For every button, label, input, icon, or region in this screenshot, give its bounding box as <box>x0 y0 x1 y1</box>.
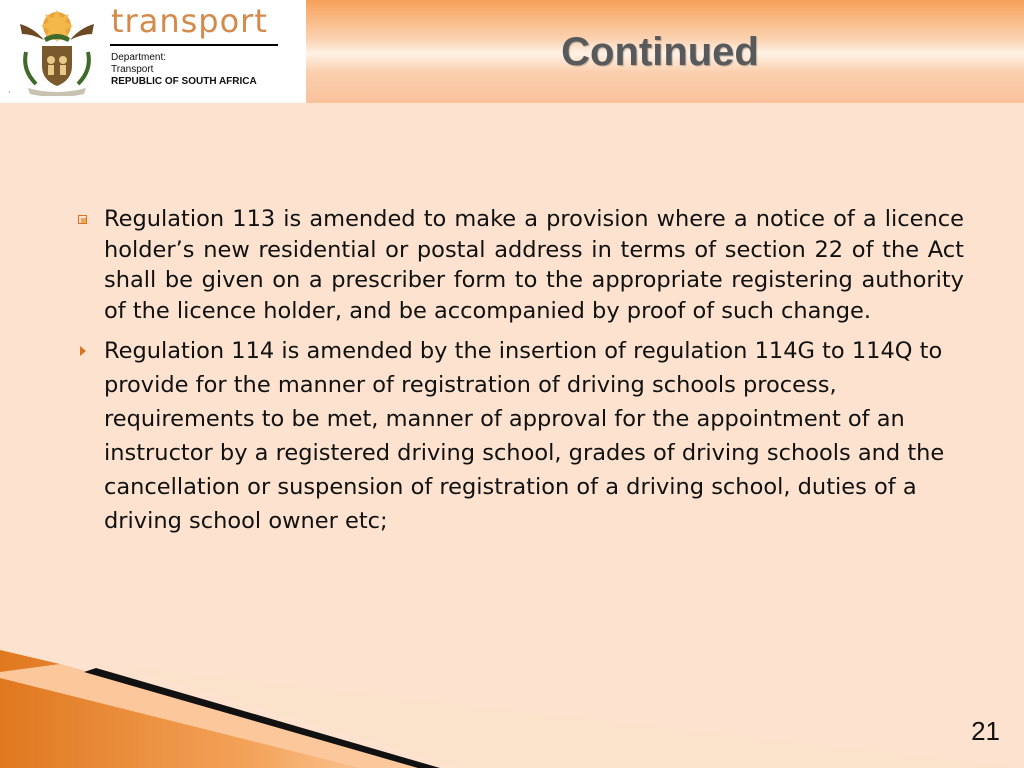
logo-dot: · <box>8 88 11 97</box>
dept-rule <box>110 44 278 46</box>
department-logo <box>0 0 306 103</box>
bullet-text: Regulation 113 is amended to make a provision where a notice of a licence holder’s new residential or postal address in terms of section 22 of the Act shall be given on a prescriber form to the appropriate registering authority of the licence holder, and be accompanied by proof of such change. <box>104 206 964 324</box>
bullet-text: Regulation 114 is amended by the insertion of regulation 114G to 114Q to provide for the manner of registration of driving schools process, requirements to be met, manner of approval for the appointment of an instructor by a registered driving school, grades of driving schools and the cancellation or suspension of registration of a driving school, duties of a driving school owner etc; <box>104 338 945 534</box>
bullet-item <box>78 204 964 326</box>
slide-content <box>78 204 964 538</box>
bullet-item <box>78 334 964 538</box>
slide-title: Continued <box>561 30 759 74</box>
square-bullet-icon <box>78 215 87 224</box>
dept-name: Transport <box>111 64 154 75</box>
decorative-swoosh <box>0 600 1024 768</box>
arrow-bullet-icon <box>80 346 86 356</box>
page-number: 21 <box>971 716 1000 746</box>
dept-wordmark: transport <box>111 2 268 40</box>
country-name: REPUBLIC OF SOUTH AFRICA <box>111 76 257 87</box>
coat-of-arms-icon <box>14 4 100 96</box>
dept-label: Department: <box>111 52 167 63</box>
